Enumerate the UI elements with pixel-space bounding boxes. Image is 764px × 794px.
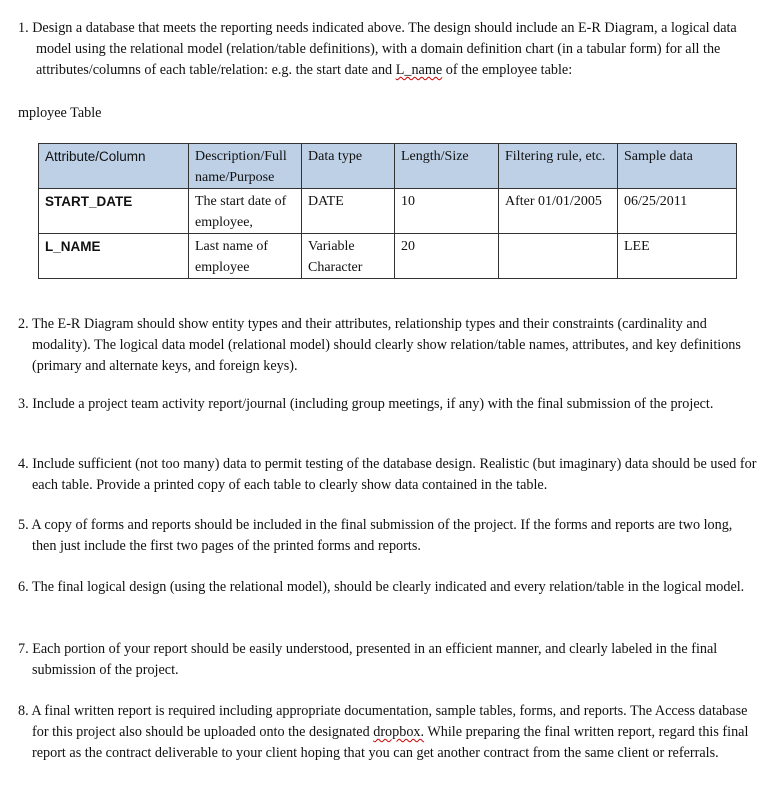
column-header: Attribute/Column <box>39 144 189 189</box>
item-number: 4. <box>18 456 29 472</box>
table-cell: Variable Character <box>302 234 395 279</box>
table-cell: 10 <box>395 189 499 234</box>
column-header: Length/Size <box>395 144 499 189</box>
column-header: Description/Full name/Purpose <box>189 144 302 189</box>
column-header: Data type <box>302 144 395 189</box>
item-number: 7. <box>18 641 29 657</box>
item-number: 3. <box>18 396 29 412</box>
table-header-row <box>39 144 737 189</box>
instruction-item-5 <box>18 515 757 557</box>
misspelled-token: dropbox. <box>373 724 425 740</box>
item-text: The final logical design (using the relational model), should be clearly indicated and every relation/table in the logical model. <box>31 579 745 595</box>
item-text: Include a project team activity report/journal (including group meetings, if any) with the final submission of the project. <box>32 396 714 412</box>
instruction-item-8 <box>18 701 757 764</box>
table-cell: Last name of employee <box>189 234 302 279</box>
table-cell: START_DATE <box>39 189 189 234</box>
table-cell: After 01/01/2005 <box>499 189 618 234</box>
item-text: Include sufficient (not too many) data to permit testing of the database design. Realistic (but imaginary) data should be used for each table. Provide a printed copy of each table to clearly show data contained in the table. <box>32 456 757 493</box>
column-header: Filtering rule, etc. <box>499 144 618 189</box>
item-number: 6. <box>18 579 29 595</box>
table-cell: LEE <box>618 234 737 279</box>
table-row <box>39 189 737 234</box>
instruction-item-7 <box>18 639 757 681</box>
item-number: 5. <box>18 517 29 533</box>
item-text: A copy of forms and reports should be included in the final submission of the project. If the forms and reports are two long, then just include the first two pages of the printed forms and reports. <box>31 517 733 554</box>
instruction-item-4 <box>18 454 757 496</box>
instruction-item-2 <box>18 314 757 377</box>
table-cell: The start date of employee, <box>189 189 302 234</box>
table-cell: 06/25/2011 <box>618 189 737 234</box>
table-cell: DATE <box>302 189 395 234</box>
instruction-item-3 <box>18 394 757 415</box>
table-cell <box>499 234 618 279</box>
instruction-item-1 <box>18 18 761 81</box>
item-text-end: of the employee table: <box>442 62 573 78</box>
misspelled-token: L_name <box>395 62 443 78</box>
item-number: 2. <box>18 316 29 332</box>
table-cell: L_NAME <box>39 234 189 279</box>
item-text: A final written report is required including appropriate documentation, sample tables, forms, and reports. The Access database for this project also should be uploaded onto the designated <box>31 703 748 740</box>
item-text: Each portion of your report should be easily understood, presented in an efficient manner, and clearly labeled in the final submission of the project. <box>32 641 718 678</box>
item-number: 8. <box>18 703 29 719</box>
table-caption: mployee Table <box>18 105 102 121</box>
column-header: Sample data <box>618 144 737 189</box>
domain-definition-table <box>38 143 737 279</box>
table-cell: 20 <box>395 234 499 279</box>
item-text: The E-R Diagram should show entity types and their attributes, relationship types and their constraints (cardinality and modality). The logical data model (relational model) should clearly show relation/table names, attributes, and key definitions (primary and alternate keys, and foreign keys). <box>31 316 741 374</box>
item-number: 1. <box>18 20 29 36</box>
item-text: Design a database that meets the reporting needs indicated above. The design should include an E-R Diagram, a logical data model using the relational model (relation/table definitions), with a domain definition chart (in a tabular form) for all the attributes/columns of each table/relation: e.g. the start date and <box>32 20 737 78</box>
table-row <box>39 234 737 279</box>
item-text-end: While preparing the final written report, regard this final report as the contract deliverable to your client hoping that you can get another contract from the same client or referrals. <box>32 724 749 761</box>
instruction-item-6 <box>18 577 757 598</box>
